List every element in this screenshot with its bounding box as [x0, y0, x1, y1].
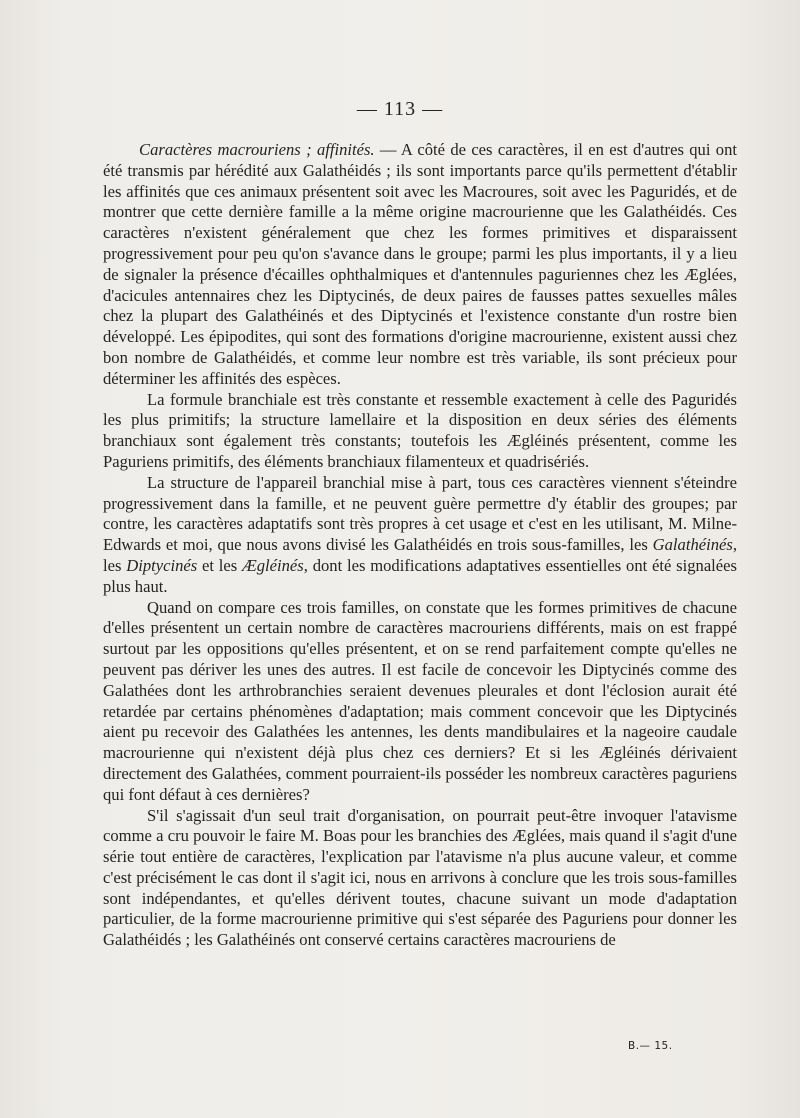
- paragraph-comparison: [103, 598, 737, 806]
- paragraph-text: et les: [197, 555, 242, 575]
- paragraph-text: , dont les modifications adaptatives essentielles ont été signalées plus haut.: [103, 555, 737, 596]
- taxon-diptycines: Diptycinés: [126, 555, 198, 575]
- paragraph-affinities: [103, 140, 737, 390]
- paragraph-text: — A côté de ces caractères, il en est d'autres qui ont été transmis par hérédité aux Galathéidés ; ils sont importants parce qu'ils permettent d'établir les affinités que ces animaux présentent soit avec les Macroures, soit avec les Paguridés, et de montrer que cette dernière famille a la même origine macrourienne que les Galathéidés. Ces caractères n'existent généralement que chez les formes primitives et disparaissent progressivement pour peu qu'on s'avance dans le groupe; parmi les plus importants, il y a lieu de signaler la présence d'écailles ophthalmiques et d'antennules paguriennes chez les Æglées, d'acicules antennaires chez les Diptycinés, de deux paires de fausses pattes sexuelles mâles chez la plupart des Galathéinés et des Diptycinés et l'existence constante d'un rostre bien développé. Les épipodites, qui sont des formations d'origine macrourienne, existent aussi chez bon nombre de Galathéidés, et comme leur nombre est très variable, ils sont précieux pour déterminer les affinités des espèces.: [103, 140, 737, 388]
- body-text: [103, 140, 737, 951]
- paragraph-text: La structure de l'appareil branchial mise à part, tous ces caractères viennent s'éteindre progressivement dans la famille, et ne peuvent guère permettre d'y établir des groupes; par contre, les caractères adaptatifs sont très propres à cet usage et c'est en les utilisant, M. Milne-Edwards et moi, que nous avons divisé les Galathéidés en trois sous-familles, les: [103, 472, 737, 555]
- paragraph-atavism: [103, 806, 737, 952]
- paragraph-text: La formule branchiale est très constante et ressemble exactement à celle des Paguridés les plus primitifs; la structure lamellaire et la disposition en deux séries des éléments branchiaux sont également très constants; toutefois les Ægléinés présentent, comme les Paguriens primitifs, des éléments branchiaux filamenteux et quadrisériés.: [103, 389, 737, 471]
- signature-mark: B.— 15.: [628, 1040, 673, 1052]
- paragraph-text: Quand on compare ces trois familles, on constate que les formes primitives de chacune d'elles présentent un certain nombre de caractères macrouriens différents, mais on est frappé surtout par les oppositions qu'elles présentent, et on se rend parfaitement compte qu'elles ne peuvent pas dériver les unes des autres. Il est facile de concevoir les Diptycinés comme des Galathées dont les arthrobranchies seraient devenues pleurales et dont l'éclosion aurait été retardée par certains phénomènes d'adaptation; mais comment concevoir que les Diptycinés aient pu recevoir des Galathées les antennes, les dents mandibulaires et la nageoire caudale macrourienne qui n'existent déjà plus chez ces derniers? Et si les Ægléinés dérivaient directement des Galathées, comment pourraient-ils posséder les nombreux caractères paguriens qui font défaut à ces dernières?: [103, 597, 737, 804]
- page-number: — 113 —: [356, 98, 444, 120]
- paragraph-subfamilies: [103, 473, 737, 598]
- paragraph-text: S'il s'agissait d'un seul trait d'organisation, on pourrait peut-être invoquer l'atavisme comme a cru pouvoir le faire M. Boas pour les branchies des Æglées, mais quand il s'agit d'une série tout entière de caractères, l'explication par l'atavisme n'a plus aucune valeur, et comme c'est précisément le cas dont il s'agit ici, nous en arrivons à conclure que les trois sous-familles sont indépendantes, et qu'elles dérivent toutes, chacune suivant un mode d'adaptation particulier, de la forme macrourienne primitive qui s'est séparée des Paguriens pour donner les Galathéidés ; les Galathéinés ont conservé certains caractères macrouriens de: [103, 805, 737, 950]
- taxon-galatheines: Galathéinés: [652, 535, 733, 555]
- paragraph-text: , les: [103, 535, 737, 575]
- taxon-agleines: Ægléinés: [241, 555, 304, 575]
- section-heading: Caractères macrouriens ; affinités.: [139, 140, 375, 159]
- paragraph-branchial-formula: [103, 390, 737, 473]
